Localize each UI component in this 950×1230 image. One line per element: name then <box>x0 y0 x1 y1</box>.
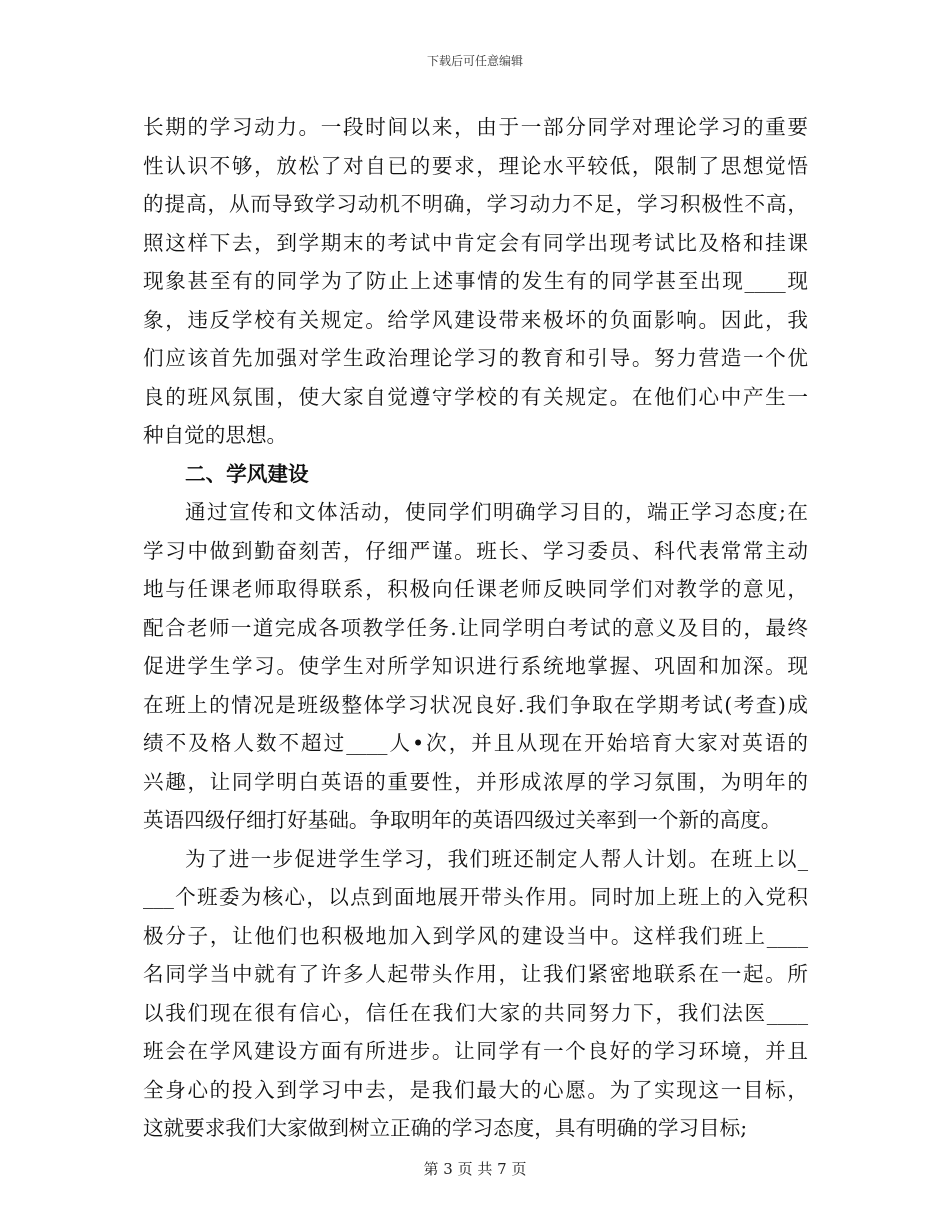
text-line: 通过宣传和文体活动，使同学们明确学习目的，端正学习态度;在 <box>185 500 808 524</box>
text-line: ___个班委为核心，以点到面地展开带头作用。同时加上班上的入党积 <box>143 885 808 909</box>
text-line: 促进学生学习。使学生对所学知识进行系统地掌握、巩固和加深。现 <box>143 654 808 678</box>
text-line: 以我们现在很有信心，信任在我们大家的共同努力下，我们法医____ <box>143 1000 808 1025</box>
text-line: 学习中做到勤奋刻苦，仔细严谨。班长、学习委员、科代表常常主动 <box>143 538 808 563</box>
text-line: 这就要求我们大家做到树立正确的学习态度，具有明确的学习目标; <box>143 1116 748 1140</box>
text-line: 种自觉的思想。 <box>143 423 288 447</box>
text-line: 们应该首先加强对学生政治理论学习的教育和引导。努力营造一个优 <box>143 346 808 370</box>
text-line: 班会在学风建设方面有所进步。让同学有一个良好的学习环境，并且 <box>143 1039 808 1063</box>
text-line: 地与任课老师取得联系，积极向任课老师反映同学们对教学的意见， <box>143 577 808 601</box>
text-line: 全身心的投入到学习中去，是我们最大的心愿。为了实现这一目标， <box>143 1077 808 1102</box>
paragraph-3 <box>143 840 808 1148</box>
text-line: 现象甚至有的同学为了防止上述事情的发生有的同学甚至出现____现 <box>143 269 808 293</box>
text-line: 长期的学习动力。一段时间以来，由于一部分同学对理论学习的重要 <box>143 115 808 139</box>
section-heading: 二、学风建设 <box>185 461 309 486</box>
document-body <box>143 108 808 1148</box>
page-header: 下载后可任意编辑 <box>426 54 523 68</box>
text-line: 为了进一步促进学生学习，我们班还制定人帮人计划。在班上以_ <box>185 846 808 871</box>
text-line: 的提高，从而导致学习动机不明确，学习动力不足，学习积极性不高， <box>143 192 808 216</box>
page-number-footer: 第 3 页 共 7 页 <box>423 1160 527 1178</box>
text-line: 兴趣，让同学明白英语的重要性，并形成浓厚的学习氛围，为明年的 <box>143 769 808 794</box>
text-line: 象，违反学校有关规定。给学风建设带来极坏的负面影响。因此，我 <box>143 307 808 332</box>
text-line: 极分子，让他们也积极地加入到学风的建设当中。这样我们班上____ <box>143 923 808 948</box>
text-line: 良的班风氛围，使大家自觉遵守学校的有关规定。在他们心中产生一 <box>143 384 808 409</box>
text-line: 在班上的情况是班级整体学习状况良好.我们争取在学期考试(考查)成 <box>143 692 808 717</box>
paragraph-2 <box>143 493 808 840</box>
text-line: 名同学当中就有了许多人起带头作用，让我们紧密地联系在一起。所 <box>143 962 808 986</box>
paragraph-1 <box>143 108 808 455</box>
text-line: 配合老师一道完成各项教学任务.让同学明白考试的意义及目的，最终 <box>143 615 808 640</box>
text-line: 绩不及格人数不超过____人•次，并且从现在开始培育大家对英语的 <box>143 731 808 755</box>
text-line: 照这样下去，到学期末的考试中肯定会有同学出现考试比及格和挂课 <box>143 230 808 255</box>
text-line: 性认识不够，放松了对自已的要求，理论水平较低，限制了思想觉悟 <box>143 153 808 178</box>
text-line: 英语四级仔细打好基础。争取明年的英语四级过关率到一个新的高度。 <box>143 808 782 832</box>
